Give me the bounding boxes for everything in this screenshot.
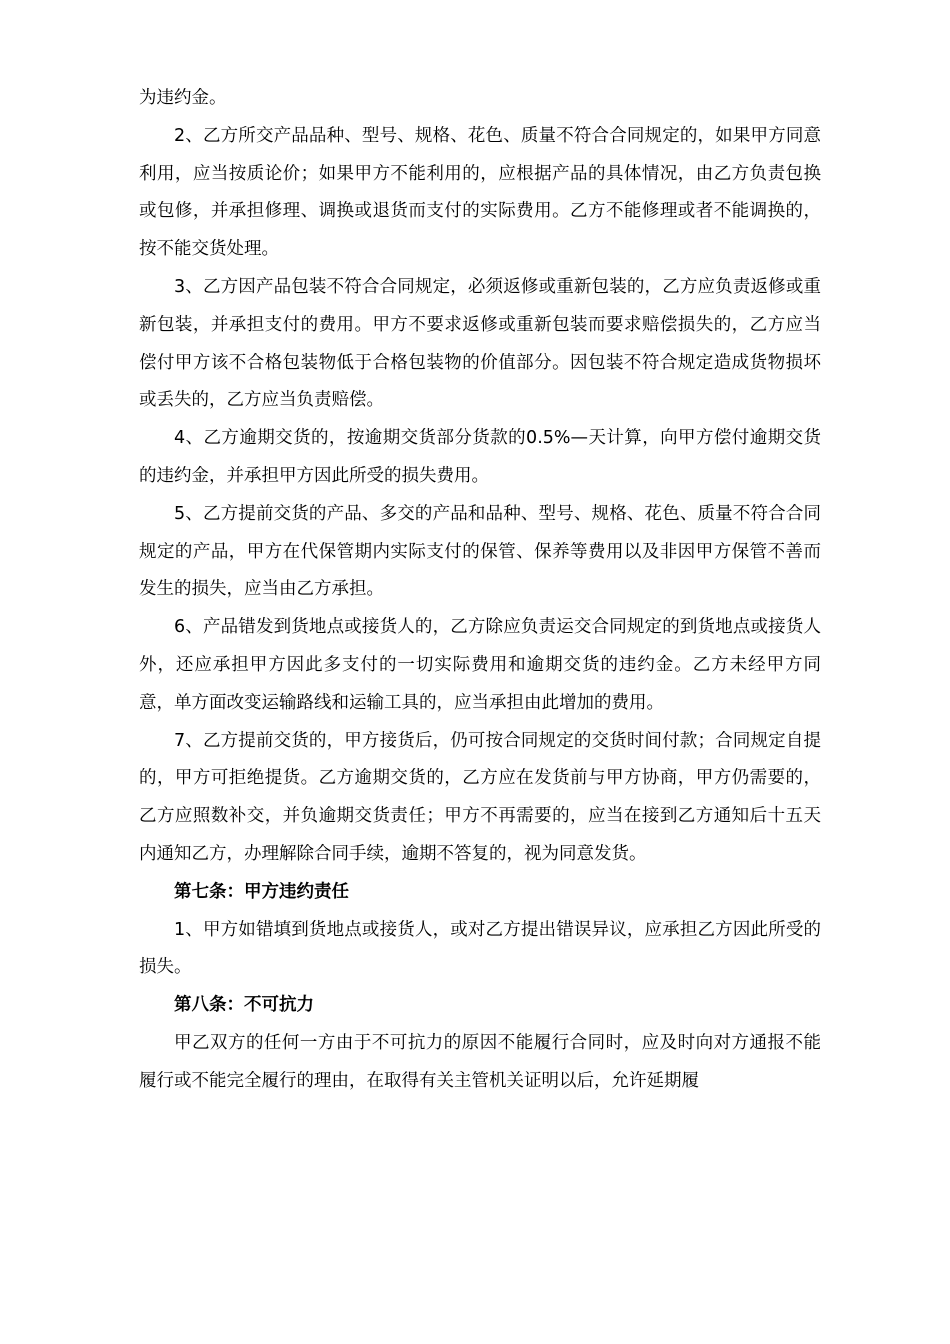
clause-6-item-4: 4、乙方逾期交货的，按逾期交货部分货款的0.5%—天计算，向甲方偿付逾期交货的违约金，并承担甲方因此所受的损失费用。 [139, 428, 821, 486]
clause-6-item-2: 2、乙方所交产品品种、型号、规格、花色、质量不符合合同规定的，如果甲方同意利用，应当按质论价；如果甲方不能利用的，应根据产品的具体情况，由乙方负责包换或包修，并承担修理、调换或退货而支付的实际费用。乙方不能修理或者不能调换的，按不能交货处理。 [139, 125, 821, 260]
section-heading-article-7: 第七条：甲方违约责任 [174, 881, 349, 902]
paragraph-continuation: 为违约金。 [139, 88, 227, 108]
clause-6-item-5: 5、乙方提前交货的产品、多交的产品和品种、型号、规格、花色、质量不符合合同规定的产品，甲方在代保管期内实际支付的保管、保养等费用以及非因甲方保管不善而发生的损失，应当由乙方承担。 [139, 503, 821, 600]
clause-7-item-1: 1、甲方如错填到货地点或接货人，或对乙方提出错误异议，应承担乙方因此所受的损失。 [139, 919, 821, 978]
document-page [139, 80, 821, 1101]
section-heading-article-8: 第八条：不可抗力 [174, 995, 314, 1016]
clause-6-item-3: 3、乙方因产品包装不符合合同规定，必须返修或重新包装的，乙方应负责返修或重新包装，并承担支付的费用。甲方不要求返修或重新包装而要求赔偿损失的，乙方应当偿付甲方该不合格包装物低于合格包装物的价值部分。因包装不符合规定造成货物损坏或丢失的，乙方应当负责赔偿。 [139, 276, 821, 411]
clause-8-body: 甲乙双方的任何一方由于不可抗力的原因不能履行合同时，应及时向对方通报不能履行或不能完全履行的理由，在取得有关主管机关证明以后，允许延期履 [139, 1032, 821, 1091]
clause-6-item-7: 7、乙方提前交货的，甲方接货后，仍可按合同规定的交货时间付款；合同规定自提的，甲方可拒绝提货。乙方逾期交货的，乙方应在发货前与甲方协商，甲方仍需要的，乙方应照数补交，并负逾期交货责任；甲方不再需要的，应当在接到乙方通知后十五天内通知乙方，办理解除合同手续，逾期不答复的，视为同意发货。 [139, 730, 821, 864]
clause-6-item-6: 6、产品错发到货地点或接货人的，乙方除应负责运交合同规定的到货地点或接货人外，还应承担甲方因此多支付的一切实际费用和逾期交货的违约金。乙方未经甲方同意，单方面改变运输路线和运输工具的，应当承担由此增加的费用。 [139, 617, 821, 713]
